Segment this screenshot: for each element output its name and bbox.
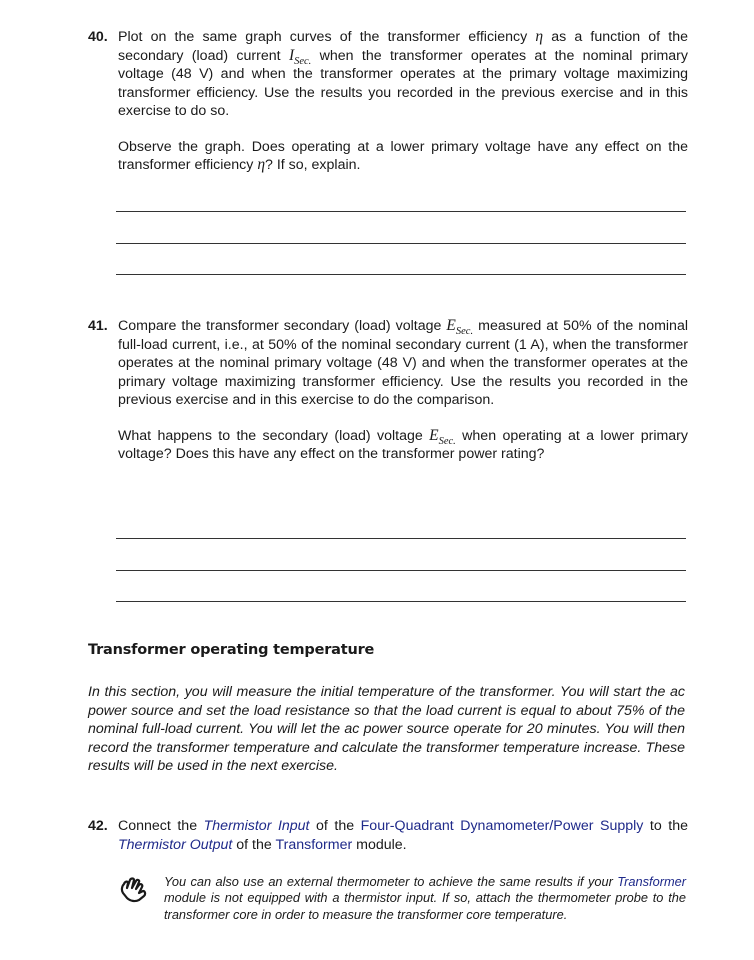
question-40-prompt: Observe the graph. Does operating at a lower primary voltage have any effect on the transformer efficiency η? If so, explain. — [118, 138, 688, 173]
isec-symbol: $I_{Sec.}$ — [288, 46, 312, 67]
question-41-prompt: What happens to the secondary (load) voltage $E_{Sec.}$ when operating at a lower primary voltage? Does this have any effect on the transformer power rating? — [118, 426, 688, 462]
esec-symbol: $E_{Sec.}$ — [446, 317, 474, 338]
section-intro: In this section, you will measure the initial temperature of the transformer. You will start the ac power source and set the load resistance so that the load current is equal to about 75% of the nominal full-load current. You will let the ac power source operate for 20 minutes. You will then record the transformer temperature and calculate the transformer temperature increase. These results will be used in the next exercise. — [88, 684, 685, 774]
transformer-note-link[interactable]: Transformer — [617, 874, 686, 889]
answer-line — [116, 211, 686, 212]
thermistor-input-link[interactable]: Thermistor Input — [203, 818, 310, 834]
thermistor-output-link[interactable]: Thermistor Output — [118, 836, 233, 853]
eta-symbol: η — [535, 28, 544, 45]
note-text: You can also use an external thermometer to achieve the same results if your Transformer module is not equipped with a thermistor input. If so, attach the thermometer probe to the transformer core in order to measure the transformer core temperature. — [164, 874, 686, 922]
question-41-text: Compare the transformer secondary (load) voltage $E_{Sec.}$ measured at 50% of the nominal full-load current, i.e., at 50% of the nominal secondary current (1 A), when the transformer operates at the nominal primary voltage (48 V) and when the transformer operates at the primary voltage maximizing transformer efficiency. Use the results you recorded in the previous exercise and in this exercise to do the comparison. — [118, 317, 688, 408]
question-40-text: Plot on the same graph curves of the transformer efficiency η as a function of the secondary (load) current $I_{Sec.}$ when the transformer operates at the nominal primary voltage (48 V) and when the transformer operates at the primary voltage maximizing transformer efficiency. Use the results you recorded in the previous exercise and in this exercise to do so. — [118, 28, 689, 119]
question-41 — [88, 317, 688, 464]
question-42-text: Connect the Thermistor Input of the Four-Quadrant Dynamometer/Power Supply to the Thermistor Output of the Transformer module. — [118, 818, 688, 853]
note-hand-icon — [118, 874, 150, 906]
question-42 — [88, 817, 688, 854]
question-number: 41. — [88, 318, 108, 334]
question-number: 40. — [88, 29, 108, 45]
answer-line — [116, 570, 686, 571]
question-number: 42. — [88, 818, 108, 834]
answer-line — [116, 538, 686, 539]
answer-line — [116, 243, 686, 244]
section-title: Transformer operating temperature — [88, 642, 375, 658]
dynamometer-link[interactable]: Four-Quadrant Dynamometer/Power Supply — [360, 818, 644, 834]
answer-line — [116, 274, 686, 275]
answer-line — [116, 601, 686, 602]
question-40 — [88, 28, 688, 175]
transformer-link[interactable]: Transformer — [275, 836, 353, 853]
